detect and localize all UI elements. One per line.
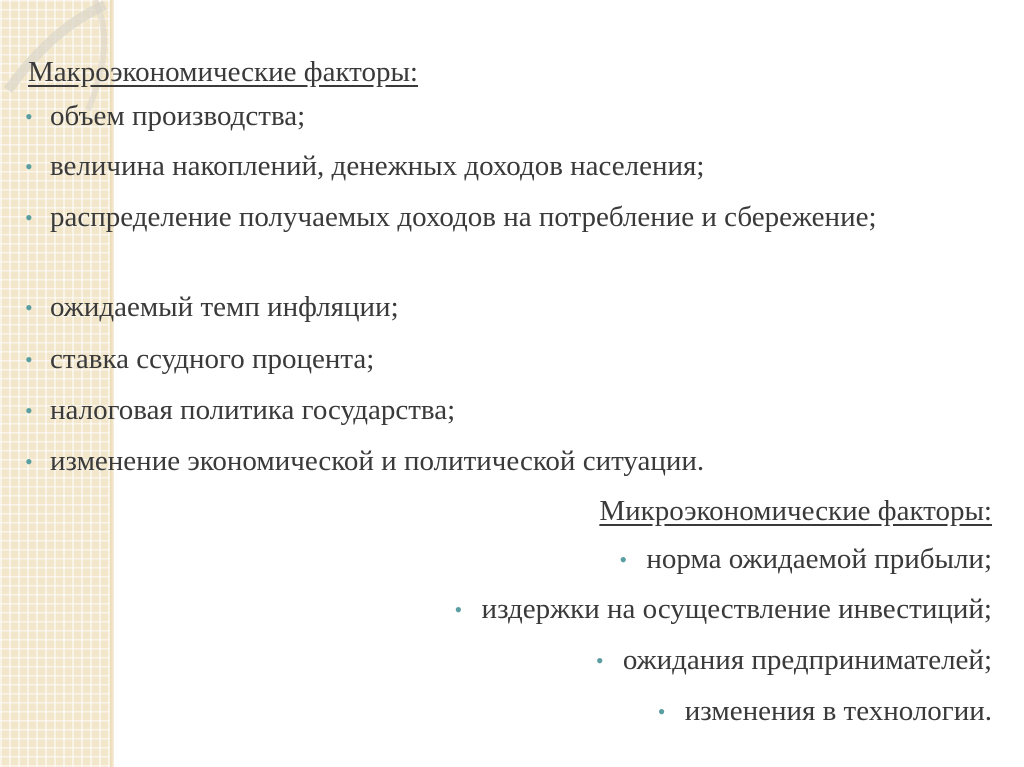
macro-list-item [25,341,980,378]
macro-item-text: объем производства; [50,100,306,132]
macro-item-text: изменение экономической и политической ситуации. [50,445,705,477]
bullet-icon: • [25,154,33,179]
macro-item-text: ставка ссудного процента; [50,343,375,375]
micro-list-item [454,591,992,628]
micro-item-text: издержки на осуществление инвестиций; [481,593,992,625]
micro-item-text: ожидания предпринимателей; [622,644,992,676]
micro-item-text: изменения в технологии. [684,695,992,727]
macro-list-item [25,289,980,326]
macro-list-item [25,98,980,135]
micro-heading: Микроэкономические факторы: [599,495,992,527]
macro-item-text: налоговая политика государства; [50,394,456,426]
macro-list-item [25,443,980,480]
bullet-icon: • [25,205,33,230]
micro-list-item [595,642,992,679]
macro-list-item [25,199,980,236]
macro-item-text: распределение получаемых доходов на потребление и сбережение; [50,201,877,233]
bullet-icon: • [454,597,463,622]
bullet-icon: • [25,104,33,129]
macro-heading: Макроэкономические факторы: [28,56,418,88]
bullet-icon: • [25,295,33,320]
macro-list-item [25,148,980,185]
bullet-icon: • [25,449,33,474]
macro-item-text: величина накоплений, денежных доходов населения; [50,150,705,182]
bullet-icon: • [619,547,628,572]
micro-list-item [657,693,992,730]
bullet-icon: • [657,699,666,724]
macro-item-text: ожидаемый темп инфляции; [50,291,399,323]
bullet-icon: • [25,347,33,372]
micro-item-text: норма ожидаемой прибыли; [646,543,992,575]
bullet-icon: • [595,648,604,673]
macro-list-item [25,392,980,429]
micro-list-item [619,541,992,578]
bullet-icon: • [25,398,33,423]
